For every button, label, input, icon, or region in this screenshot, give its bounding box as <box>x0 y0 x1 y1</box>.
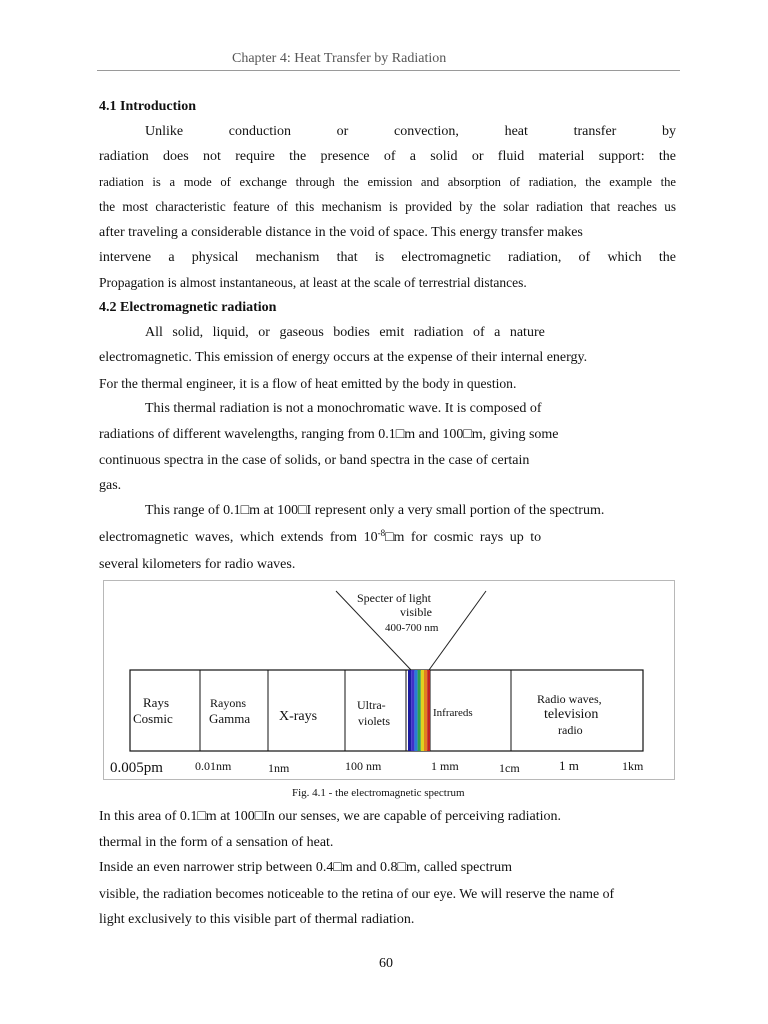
band-xrays-label: X-rays <box>279 709 318 724</box>
scale-label: 1 m <box>559 758 579 773</box>
paragraph-line: Propagation is almost instantaneous, at least at the scale of terrestrial distances. <box>99 275 527 290</box>
visible-color-stripe <box>424 670 427 751</box>
scale-label: 0.005pm <box>110 760 163 776</box>
callout-text-line1: Specter of light <box>357 591 431 605</box>
paragraph-line: after traveling a considerable distance in the void of space. This energy transfer makes <box>99 225 583 240</box>
band-gamma-label-line2: Gamma <box>209 711 251 726</box>
band-radio-label-line1: Radio waves, <box>537 692 602 706</box>
paragraph-line: thermal in the form of a sensation of heat. <box>99 835 334 850</box>
visible-light-callout <box>336 591 486 670</box>
paragraph-line: For the thermal engineer, it is a flow of heat emitted by the body in question. <box>99 376 517 391</box>
paragraph-line: This thermal radiation is not a monochromatic wave. It is composed of <box>145 401 542 416</box>
text-run: □m for cosmic rays up to <box>385 530 542 545</box>
paragraph-line: radiation is a mode of exchange through the emission and absorption of radiation, the example the <box>99 175 676 189</box>
header-divider <box>97 70 680 71</box>
scale-label: 1nm <box>268 761 290 775</box>
band-infrared-label: Infrareds <box>433 707 473 719</box>
figure-caption: Fig. 4.1 - the electromagnetic spectrum <box>292 787 465 799</box>
section-heading-introduction: 4.1 Introduction <box>99 99 196 114</box>
band-ultraviolet-label-line2: violets <box>358 714 390 728</box>
visible-color-stripe <box>418 670 421 751</box>
superscript-exponent: -8 <box>377 528 386 538</box>
band-radio-label-line2: television <box>544 707 599 722</box>
visible-color-stripe <box>427 670 430 751</box>
paragraph-line: the most characteristic feature of this mechanism is provided by the solar radiation that reaches us <box>99 199 676 214</box>
band-ultraviolet-label-line1: Ultra- <box>357 698 386 712</box>
callout-text-line2: visible <box>400 605 432 619</box>
text-run: electromagnetic waves, which extends from 10 <box>99 530 378 545</box>
paragraph-line: gas. <box>99 478 122 493</box>
paragraph-line: radiations of different wavelengths, ranging from 0.1□m and 100□m, giving some <box>99 427 559 442</box>
chapter-header: Chapter 4: Heat Transfer by Radiation <box>232 51 447 66</box>
paragraph-line <box>99 529 676 547</box>
paragraph-line: several kilometers for radio waves. <box>99 557 296 572</box>
paragraph-line: intervene a physical mechanism that is electromagnetic radiation, of which the <box>99 250 676 265</box>
paragraph-line: All solid, liquid, or gaseous bodies emit radiation of a nature <box>145 325 545 340</box>
paragraph-line: electromagnetic. This emission of energy occurs at the expense of their internal energy. <box>99 350 588 365</box>
paragraph-line: radiation does not require the presence of a solid or fluid material support: the <box>99 149 676 164</box>
section-heading-electromagnetic-radiation: 4.2 Electromagnetic radiation <box>99 300 277 315</box>
electromagnetic-spectrum-figure <box>103 580 675 780</box>
band-gamma-label-line1: Rayons <box>210 696 246 710</box>
scale-label: 100 nm <box>345 759 382 773</box>
visible-light-band <box>408 670 430 751</box>
scale-label: 1km <box>622 759 644 773</box>
page-number: 60 <box>379 956 393 971</box>
visible-color-stripe <box>408 670 411 751</box>
paragraph-line: continuous spectra in the case of solids, or band spectra in the case of certain <box>99 453 530 468</box>
band-cosmic-label-line1: Rays <box>143 695 169 710</box>
paragraph-line: visible, the radiation becomes noticeable to the retina of our eye. We will reserve the name of <box>99 886 615 901</box>
band-radio-label-line3: radio <box>558 723 583 737</box>
band-cosmic-label-line2: Cosmic <box>133 711 173 726</box>
scale-label: 1 mm <box>431 759 459 773</box>
paragraph-line: In this area of 0.1□m at 100□In our senses, we are capable of perceiving radiation. <box>99 809 562 824</box>
paragraph-line: Unlike conduction or convection, heat transfer by <box>145 124 676 139</box>
paragraph-line: light exclusively to this visible part of thermal radiation. <box>99 912 415 927</box>
scale-label: 0.01nm <box>195 759 232 773</box>
visible-color-stripe <box>414 670 417 751</box>
paragraph-line: This range of 0.1□m at 100□I represent only a very small portion of the spectrum. <box>145 503 605 518</box>
paragraph-line: Inside an even narrower strip between 0.4□m and 0.8□m, called spectrum <box>99 860 513 875</box>
callout-text-line3: 400-700 nm <box>385 622 439 634</box>
spectrum-diagram <box>104 581 674 779</box>
visible-color-stripe <box>411 670 414 751</box>
scale-label: 1cm <box>499 761 520 775</box>
visible-color-stripe <box>421 670 424 751</box>
